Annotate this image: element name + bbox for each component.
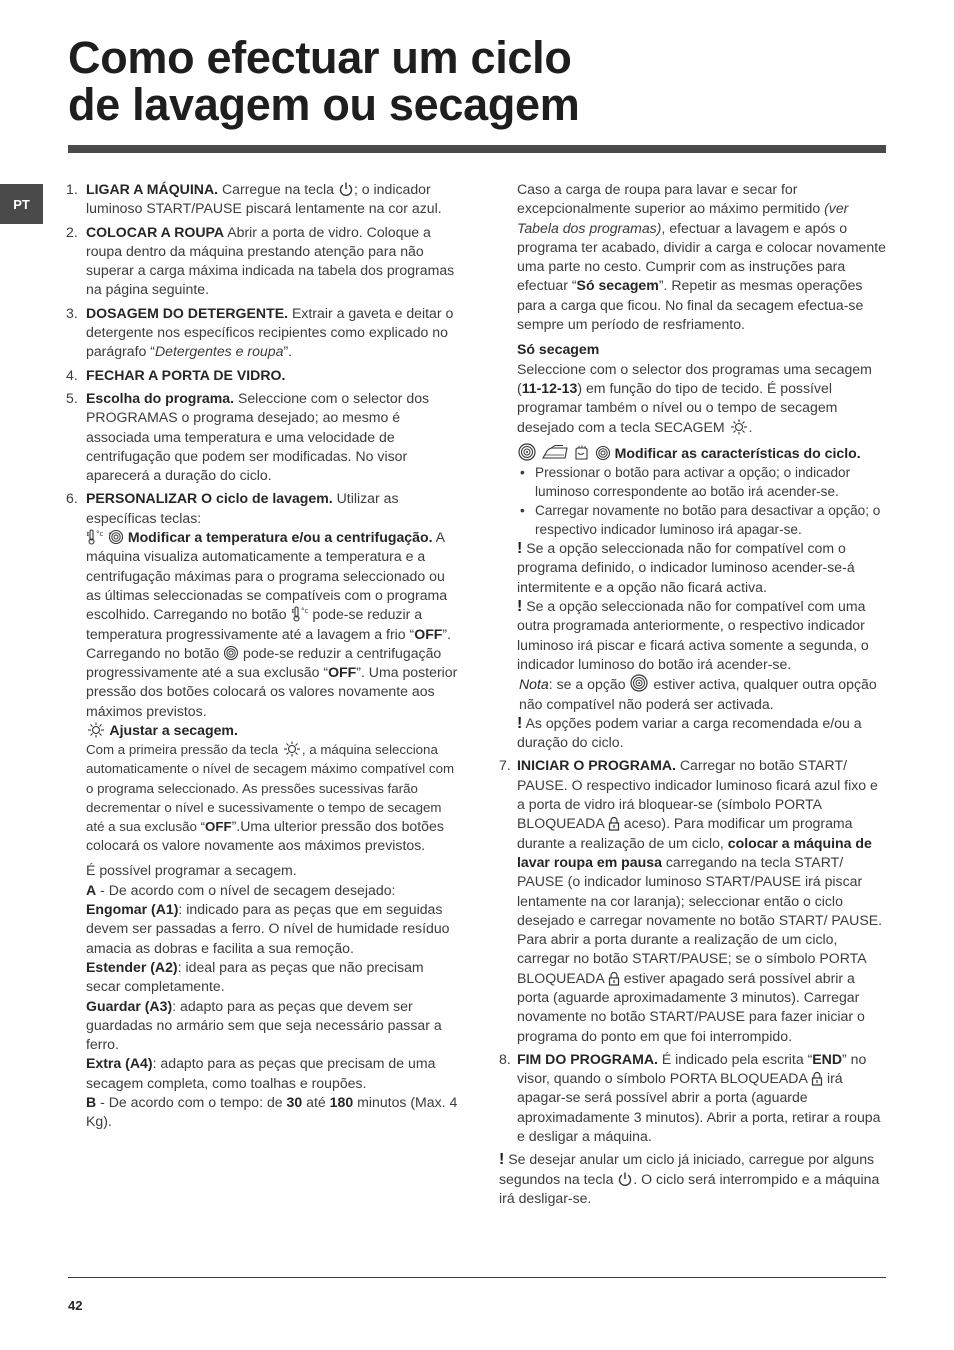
- page-title: [68, 34, 888, 128]
- min-minutes: 30: [286, 1094, 303, 1110]
- step-text: ” no visor, quando o símbolo PORTA BLOQUEADA: [517, 1050, 867, 1087]
- dry-only-heading: [517, 340, 889, 359]
- step-8: [499, 1050, 889, 1146]
- step-text: É indicado pela escrita “: [657, 1050, 813, 1067]
- section-text: ) em função do tipo de tecido. É possível programar também o nível ou o tempo de secagem desejado com a tecla SECAGEM: [517, 379, 838, 435]
- iron-icon: [541, 445, 569, 461]
- step-number: 7.: [499, 757, 511, 774]
- step-number: 1.: [66, 181, 78, 197]
- option-label: A: [86, 881, 97, 898]
- spin-icon: [223, 645, 239, 661]
- step-heading: INICIAR O PROGRAMA.: [517, 757, 676, 774]
- left-column: [66, 180, 458, 1136]
- list-item: • Pressionar o botão para activar a opção; o indicador luminoso correspondente ao botão irá acender-se.: [517, 463, 889, 501]
- spin-icon: [595, 445, 611, 461]
- warning-text: Se a opção seleccionada não for compatível com o programa definido, o indicador luminoso acender-se-á intermitente e a opção não ficará activa.: [517, 540, 855, 595]
- option-a3: [86, 997, 458, 1055]
- note-label: Nota: [519, 676, 549, 693]
- off-label: OFF: [205, 819, 232, 835]
- spin-icon: [108, 529, 124, 545]
- step-number: 8.: [499, 1050, 511, 1067]
- step-4: [66, 366, 458, 385]
- step-text: ”.: [283, 343, 293, 360]
- temperature-spin-section: [86, 528, 458, 721]
- footer-divider: [68, 1277, 886, 1278]
- dry-only-text: [517, 360, 889, 437]
- note-text: . O ciclo será interrompido e a máquina irá desligar-se.: [499, 1170, 880, 1206]
- step-text: Extrair a gaveta e deitar o detergente nos específicos recipientes como explicado no parágrafo “: [86, 304, 454, 360]
- step-2: [66, 223, 458, 300]
- section-text: .: [748, 418, 753, 435]
- warning-3: [517, 714, 889, 753]
- step-heading: PERSONALIZAR O ciclo de lavagem.: [86, 490, 333, 507]
- step-text: Utilizar as específicas teclas:: [86, 490, 399, 526]
- temperature-icon: [86, 529, 104, 545]
- section-text: , a máquina selecciona automaticamente o nível de secagem máximo compatível com o programa seleccionado. As pressões sucessivas farão decrementar o nível e sucessivamente o tempo de secagem até a sua exclusão “: [86, 742, 455, 835]
- section-text: ”. Uma posterior pressão dos botões colocará os valores novamente aos máximos previstos.: [86, 664, 458, 719]
- lock-icon: [811, 1071, 823, 1086]
- step-number: 4.: [66, 366, 78, 383]
- right-indented: [499, 180, 889, 752]
- step-text: Seleccione com o selector dos PROGRAMAS o programa desejado; ao mesmo é associada uma temperatura e uma velocidade de centrifugação que podem ser modificadas. No visor aparecerá a duração do ciclo.: [86, 389, 430, 484]
- large-load-note: [517, 180, 889, 334]
- warning-icon: !: [517, 540, 523, 558]
- step-text: Abrir a porta de vidro. Coloque a roupa dentro da máquina prestando atenção para não superar a carga máxima indicada na tabela dos programas na página seguinte.: [86, 223, 455, 298]
- step-text: estiver apagado será possível abrir a porta (aguarde aproximadamente 3 minutos). Carregar novamente no botão START/PAUSE para fazer iniciar o programa do ponto em que foi interrompido.: [517, 969, 865, 1044]
- cancel-cycle-note: [499, 1150, 889, 1208]
- option-label: Extra (A4): [86, 1055, 153, 1072]
- section-text: ”.Uma ulterior pressão dos botões colocará os valore novamente aos máximos previstos.: [86, 818, 444, 854]
- step-text: carregando na tecla START/ PAUSE (o indicador luminoso START/PAUSE irá piscar lentamente na cor laranja); seleccionar então o ciclo desejado e carregar novamente no botão START/ PAUSE. Para abrir a porta durante a realização de um ciclo, carregar no botão START/PAUSE; se o símbolo PORTA BLOQUEADA: [517, 853, 883, 986]
- note-text: Se desejar anular um ciclo já iniciado, carregue por alguns segundos na tecla: [499, 1151, 875, 1187]
- list-item: • Carregar novamente no botão para desactivar a opção; o respectivo indicador luminoso irá apagar-se.: [517, 501, 889, 539]
- drying-icon: [282, 741, 302, 757]
- step-7: [499, 756, 889, 1045]
- section-text: A máquina visualiza automaticamente a temperatura e a centrifugação máximas para o programa seleccionado ou as últimas seleccionadas se compatíveis com o programa escolhido. Carregando no botão: [86, 529, 448, 623]
- step-heading: Escolha do programa.: [86, 389, 235, 406]
- warning-text: As opções podem variar a carga recomendada e/ou a duração do ciclo.: [517, 714, 862, 751]
- option-text: : indicado para as peças que em seguidas devem ser passadas a ferro. O nível de humidade resíduo amacia as dobras e facilita a sua remoção.: [86, 901, 450, 956]
- hand-wash-icon: [573, 445, 591, 461]
- note-text: : se a opção: [548, 676, 630, 693]
- step-reference: Detergentes e roupa: [154, 343, 284, 360]
- drying-icon: [86, 722, 106, 738]
- section-text: Seleccione com o selector dos programas uma secagem (: [517, 360, 872, 396]
- warning-icon: !: [517, 598, 523, 616]
- option-label: Estender (A2): [86, 958, 178, 975]
- option-label: B: [86, 1094, 97, 1110]
- options-bullet-list: [517, 463, 889, 539]
- step-text: aceso). Para modificar um programa durante a realização de um ciclo,: [517, 815, 853, 851]
- option-label: Guardar (A3): [86, 997, 173, 1014]
- off-label: OFF: [414, 625, 443, 642]
- option-text: até: [302, 1094, 330, 1110]
- off-label: OFF: [328, 664, 357, 681]
- heading-text: Só secagem: [517, 341, 600, 358]
- drying-section: [86, 721, 458, 855]
- step-number: 6.: [66, 490, 78, 507]
- option-b: [86, 1093, 458, 1132]
- title-line-2: de lavagem ou secagem: [68, 79, 580, 130]
- warning-2: [517, 597, 889, 674]
- step-number: 2.: [66, 223, 78, 240]
- option-spiral-icon: [629, 674, 649, 692]
- step-bold: colocar a máquina de lavar roupa em pausa: [517, 834, 872, 870]
- step-heading: LIGAR A MÁQUINA.: [86, 181, 219, 197]
- temperature-spin-heading: Modificar a temperatura e/ou a centrifugação.: [123, 529, 433, 546]
- step-5: [66, 389, 458, 485]
- step-heading: FIM DO PROGRAMA.: [517, 1050, 658, 1067]
- warning-icon: !: [499, 1151, 505, 1169]
- note-text: ”. Repetir as mesmas operações para a carga que ficou. No final da secagem efectua-se sempre um período de resfriamento.: [517, 277, 864, 333]
- option-spiral-icon: [517, 443, 537, 461]
- step-number: 3.: [66, 304, 78, 321]
- note-text: estiver activa, qualquer outra opção não compatível não poderá ser activada.: [519, 676, 877, 712]
- section-text: pode-se reduzir a temperatura progressivamente até a lavagem a frio “: [86, 606, 423, 642]
- option-text: - De acordo com o nível de secagem desejado:: [96, 881, 396, 898]
- step-1: [66, 180, 458, 219]
- program-numbers: 11-12-13: [521, 379, 578, 396]
- option-text: : adapto para as peças que precisam de uma secagem completa, como toalhas e roupões.: [86, 1055, 436, 1091]
- lock-icon: [608, 816, 620, 831]
- warning-text: Se a opção seleccionada não for compatível com uma outra programada anteriormente, o respectivo indicador luminoso irá piscar e ficará activa somente a segunda, o indicador luminoso do botão irá acender-se.: [517, 598, 869, 672]
- modify-options-section: [517, 443, 889, 463]
- note-bold: Só secagem: [576, 277, 659, 294]
- power-icon: [338, 181, 354, 197]
- max-minutes: 180: [329, 1094, 354, 1110]
- drying-program-text: É possível programar a secagem.: [86, 862, 297, 879]
- right-column: [499, 180, 889, 1208]
- section-text: Com a primeira pressão da tecla: [86, 742, 282, 758]
- lock-icon: [608, 971, 620, 986]
- modify-options-heading: Modificar as características do ciclo.: [610, 444, 861, 461]
- step-3: [66, 304, 458, 362]
- page-number: 42: [68, 1298, 83, 1313]
- option-a4: [86, 1054, 458, 1093]
- step-number: 5.: [66, 389, 78, 406]
- step-text: irá apagar-se será possível abrir a porta (aguarde aproximadamente 3 minutos). Abrir a porta, retirar a roupa e desligar a máquina.: [517, 1070, 881, 1145]
- drying-heading: Ajustar a secagem.: [106, 722, 238, 739]
- option-a1: [86, 900, 458, 958]
- step-heading: COLOCAR A ROUPA: [86, 223, 225, 240]
- option-text: : ideal para as peças que não precisam secar completamente.: [86, 958, 424, 995]
- power-icon: [617, 1171, 633, 1187]
- title-divider: [68, 145, 886, 153]
- svg-text:°c: °c: [300, 607, 308, 616]
- end-label: END: [812, 1050, 843, 1067]
- note-text: Caso a carga de roupa para lavar e secar for excepcionalmente superior ao máximo permitido: [517, 181, 825, 217]
- note-text: , efectuar a lavagem e após o programa ter acabado, dividir a carga e colocar novamente uma parte no cesto. Cumprir com as instruções para efectuar “: [517, 219, 886, 294]
- option-a2: [86, 958, 458, 997]
- option-a: [86, 881, 458, 900]
- step-text: Carregue na tecla: [218, 181, 338, 197]
- title-line-1: Como efectuar um ciclo: [68, 32, 572, 83]
- step-text: ; o indicador luminoso START/PAUSE piscará lentamente na cor azul.: [86, 181, 442, 217]
- warning-icon: !: [517, 714, 523, 732]
- temperature-icon: [291, 606, 309, 622]
- note: [517, 674, 889, 714]
- option-label: Engomar (A1): [86, 901, 179, 918]
- step-text: Carregar no botão START/ PAUSE. O respectivo indicador luminoso ficará azul fixo e a porta de vidro irá bloquear-se (símbolo PORTA BLOQUEADA: [517, 757, 878, 832]
- option-text: - De acordo com o tempo: de: [96, 1094, 287, 1110]
- section-text: ”. Carregando no botão: [86, 625, 452, 661]
- drying-icon: [729, 419, 749, 435]
- note-reference: (ver Tabela dos programas): [517, 200, 849, 236]
- step-heading: DOSAGEM DO DETERGENTE.: [86, 304, 289, 321]
- option-text: : adapto para as peças que devem ser guardadas no armário sem que seja necessário passar a ferro.: [86, 997, 442, 1053]
- warning-1: [517, 539, 889, 597]
- language-tab: PT: [0, 184, 43, 224]
- section-text: pode-se reduzir a centrifugação progressivamente até a sua exclusão “: [86, 644, 442, 681]
- step-heading: FECHAR A PORTA DE VIDRO.: [86, 366, 286, 383]
- step-6: [66, 489, 458, 1131]
- svg-text:°c: °c: [96, 530, 104, 539]
- option-text: minutos (Max. 4 Kg).: [86, 1094, 458, 1130]
